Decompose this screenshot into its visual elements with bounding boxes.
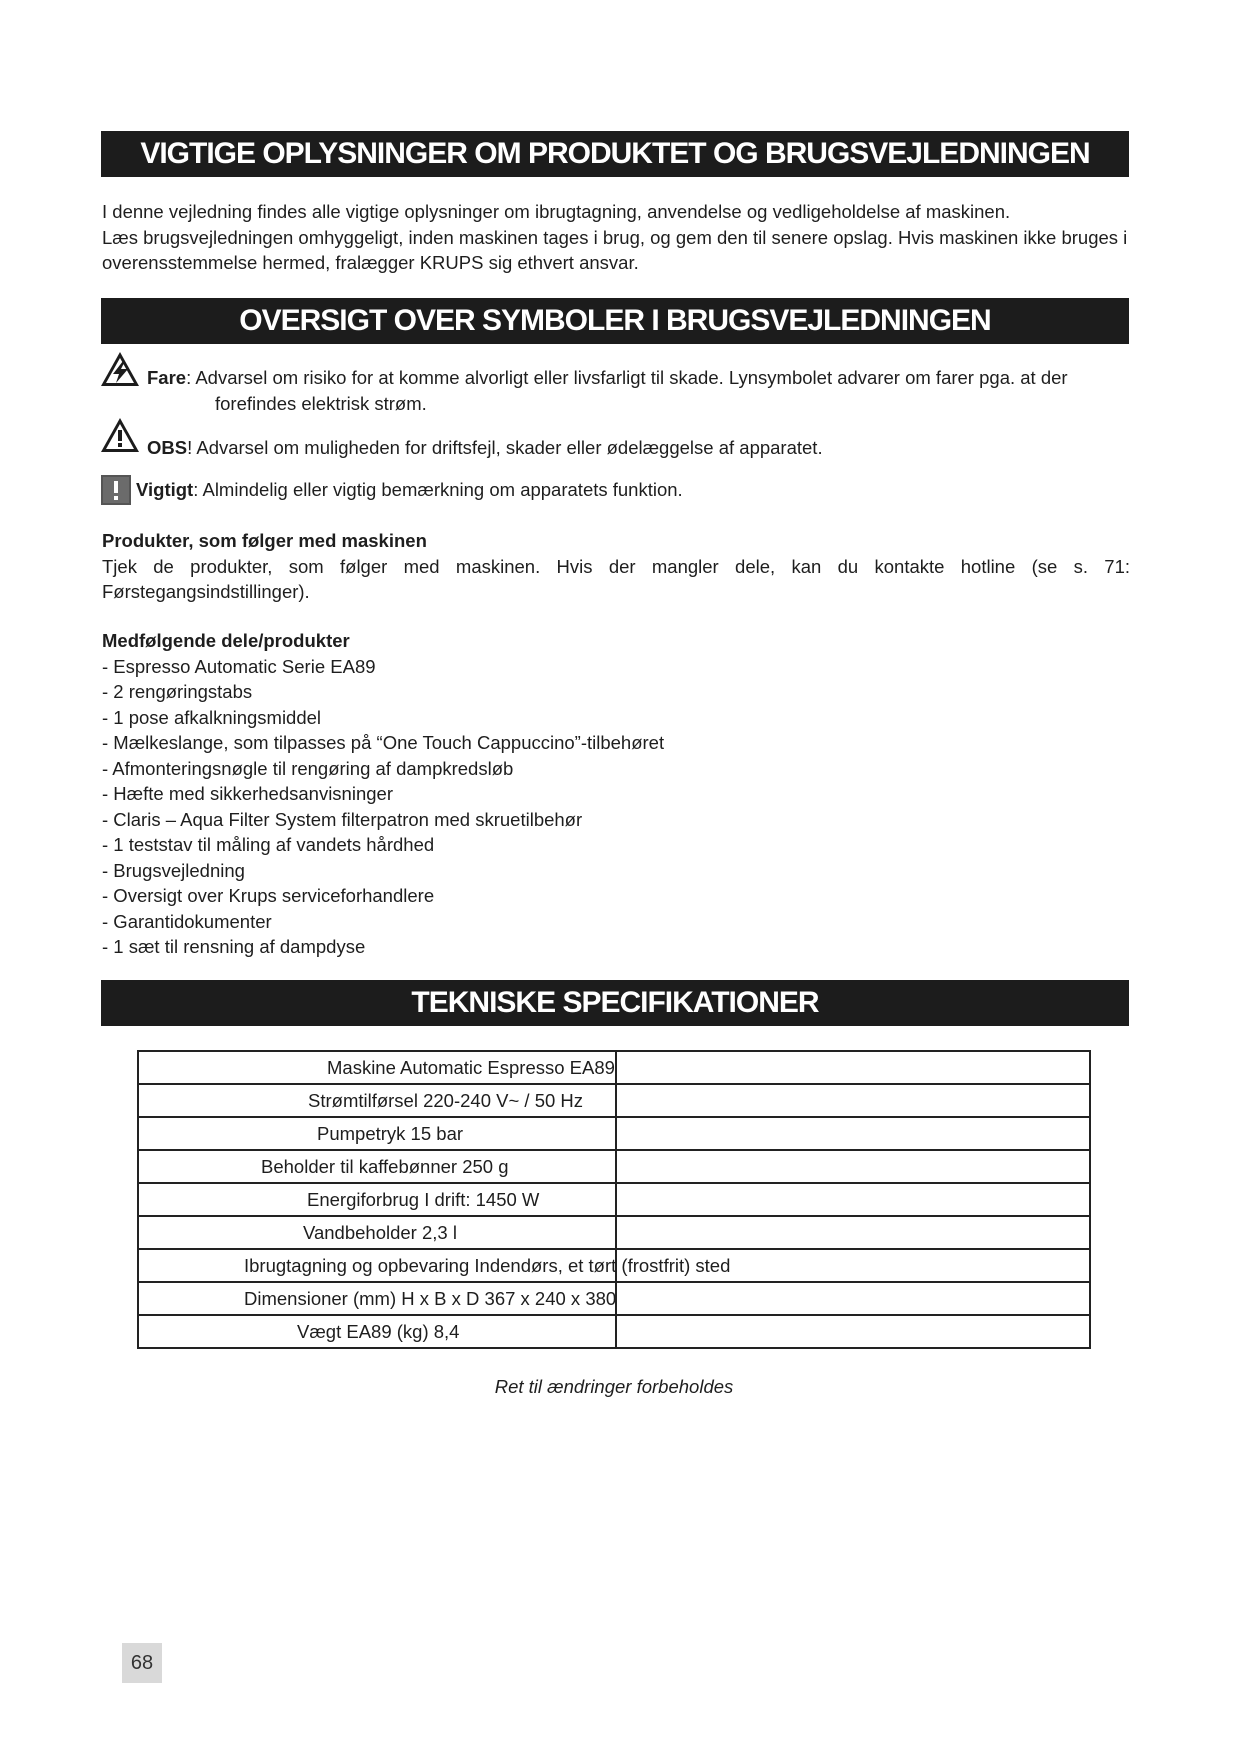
products-heading: Produkter, som følger med maskinen xyxy=(102,530,427,551)
spec-cell: Maskine Automatic Espresso EA89 xyxy=(327,1056,615,1078)
specs-table xyxy=(137,1050,1091,1349)
list-item: - 1 sæt til rensning af dampdyse xyxy=(102,936,366,957)
list-item: - 2 rengøringstabs xyxy=(102,681,253,702)
included-list xyxy=(102,654,1130,960)
list-item: - Garantidokumenter xyxy=(102,910,272,932)
list-item: - 1 pose afkalkningsmiddel xyxy=(102,706,322,728)
table-row xyxy=(138,1051,1090,1084)
spec-cell: Ibrugtagning og opbevaring Indendørs, et tørt (frostfrit) sted xyxy=(244,1254,731,1276)
spec-cell: Strømtilførsel 220-240 V~ / 50 Hz xyxy=(308,1089,584,1111)
intro-line-2: Læs brugsvejledningen omhyggeligt, inden maskinen tages i brug, og gem den til senere opslag. Hvis maskinen ikke bruges i overensstemmelse hermed, fralægger KRUPS sig ethvert ansvar. xyxy=(102,226,1128,273)
page-number: 68 xyxy=(122,1643,162,1683)
symbol-danger xyxy=(101,365,1068,416)
important-text: : Almindelig eller vigtig bemærkning om apparatets funktion. xyxy=(193,479,683,500)
list-item: - Claris – Aqua Filter System filterpatron med skruetilbehør xyxy=(102,808,583,830)
list-item: - Mælkeslange, som tilpasses på “One Touch Cappuccino”-tilbehøret xyxy=(102,732,665,753)
list-item: - Brugsvejledning xyxy=(102,859,245,881)
table-row xyxy=(138,1117,1090,1150)
spec-cell: Dimensioner (mm) H x B x D 367 x 240 x 380 xyxy=(244,1287,617,1309)
intro-line-1: I denne vejledning findes alle vigtige oplysninger om ibrugtagning, anvendelse og vedligeholdelse af maskinen. xyxy=(102,201,1011,222)
table-row xyxy=(138,1315,1090,1348)
danger-text: : Advarsel om risiko for at komme alvorligt eller livsfarligt til skade. Lynsymbolet advarer om farer pga. at der xyxy=(186,367,1068,388)
table-row xyxy=(138,1249,1090,1282)
table-row xyxy=(138,1150,1090,1183)
spec-cell: Vandbeholder 2,3 l xyxy=(303,1221,457,1243)
list-item: - Afmonteringsnøgle til rengøring af dampkredsløb xyxy=(102,757,514,779)
symbol-caution xyxy=(101,435,823,461)
list-item: - 1 teststav til måling af vandets hårdhed xyxy=(102,834,435,855)
spec-cell: Vægt EA89 (kg) 8,4 xyxy=(297,1320,460,1342)
caution-label: OBS xyxy=(147,437,188,458)
included-heading: Medfølgende dele/produkter xyxy=(102,630,350,651)
list-item: - Espresso Automatic Serie EA89 xyxy=(102,655,376,677)
table-row xyxy=(138,1216,1090,1249)
products-section xyxy=(102,528,1130,605)
important-label: Vigtigt xyxy=(136,479,194,500)
section-title-specs: TEKNISKE SPECIFIKATIONER xyxy=(101,980,1129,1026)
spec-cell: Pumpetryk 15 bar xyxy=(317,1122,464,1144)
section-title-symbols: OVERSIGT OVER SYMBOLER I BRUGSVEJLEDNINGEN xyxy=(101,298,1129,344)
list-item: - Oversigt over Krups serviceforhandlere xyxy=(102,885,435,906)
products-text: Tjek de produkter, som følger med maskinen. Hvis der mangler dele, kan du kontakte hotline (se s. 71: Førstegangsindstillinger). xyxy=(102,555,1130,602)
caution-text: ! Advarsel om muligheden for driftsfejl, skader eller ødelæggelse af apparatet. xyxy=(187,437,823,458)
changes-reserved-note: Ret til ændringer forbeholdes xyxy=(494,1376,734,1397)
table-row xyxy=(138,1084,1090,1117)
danger-label: Fare xyxy=(147,367,187,388)
spec-cell: Energiforbrug I drift: 1450 W xyxy=(307,1188,540,1210)
symbol-important xyxy=(101,477,683,503)
danger-text-cont: forefindes elektrisk strøm. xyxy=(215,392,427,414)
section-title-important-info: VIGTIGE OPLYSNINGER OM PRODUKTET OG BRUGSVEJLEDNINGEN xyxy=(101,131,1129,177)
intro-text xyxy=(102,199,1130,276)
included-section xyxy=(102,628,1130,960)
table-row xyxy=(138,1282,1090,1315)
list-item: - Hæfte med sikkerhedsanvisninger xyxy=(102,783,393,804)
spec-cell: Beholder til kaffebønner 250 g xyxy=(261,1155,509,1177)
table-row xyxy=(138,1183,1090,1216)
